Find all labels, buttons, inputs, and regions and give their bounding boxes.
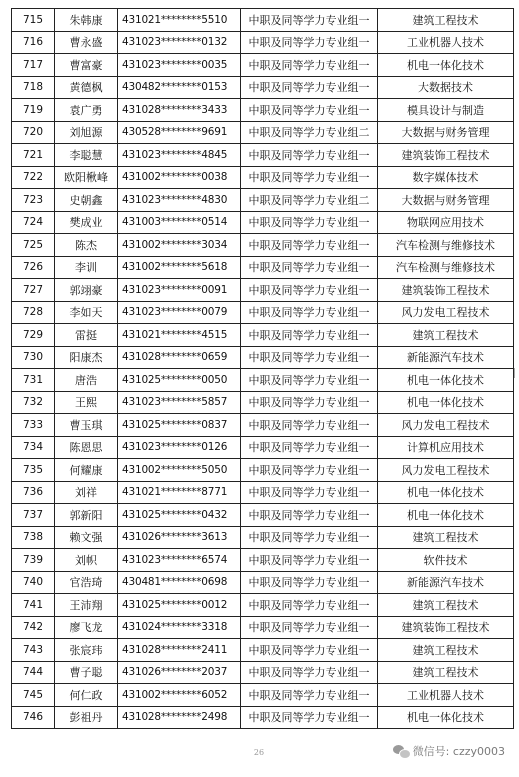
cell-number: 728 bbox=[12, 301, 55, 324]
cell-name: 曹富豪 bbox=[55, 54, 118, 77]
cell-name: 欧阳楸峰 bbox=[55, 166, 118, 189]
cell-name: 曹子聪 bbox=[55, 661, 118, 684]
cell-name: 雷挺 bbox=[55, 324, 118, 347]
table-row bbox=[12, 54, 514, 77]
cell-major: 风力发电工程技术 bbox=[378, 459, 514, 482]
cell-id-number: 431023********5857 bbox=[118, 391, 241, 414]
cell-group: 中职及同等学力专业组二 bbox=[241, 121, 378, 144]
cell-group: 中职及同等学力专业组一 bbox=[241, 256, 378, 279]
cell-major: 建筑工程技术 bbox=[378, 324, 514, 347]
cell-group: 中职及同等学力专业组一 bbox=[241, 414, 378, 437]
cell-name: 朱韩康 bbox=[55, 9, 118, 32]
cell-name: 曹永盛 bbox=[55, 31, 118, 54]
cell-group: 中职及同等学力专业组一 bbox=[241, 481, 378, 504]
cell-name: 刘帜 bbox=[55, 549, 118, 572]
cell-major: 大数据与财务管理 bbox=[378, 121, 514, 144]
cell-name: 何耀康 bbox=[55, 459, 118, 482]
cell-group: 中职及同等学力专业组一 bbox=[241, 616, 378, 639]
cell-name: 袁广勇 bbox=[55, 99, 118, 122]
cell-number: 727 bbox=[12, 279, 55, 302]
cell-group: 中职及同等学力专业组一 bbox=[241, 661, 378, 684]
cell-id-number: 431028********2498 bbox=[118, 706, 241, 729]
cell-number: 719 bbox=[12, 99, 55, 122]
table-row bbox=[12, 99, 514, 122]
roster-body bbox=[12, 9, 514, 729]
cell-major: 建筑工程技术 bbox=[378, 661, 514, 684]
cell-name: 陈恩思 bbox=[55, 436, 118, 459]
cell-major: 汽车检测与维修技术 bbox=[378, 234, 514, 257]
cell-major: 机电一体化技术 bbox=[378, 391, 514, 414]
table-row bbox=[12, 661, 514, 684]
cell-group: 中职及同等学力专业组一 bbox=[241, 436, 378, 459]
cell-number: 746 bbox=[12, 706, 55, 729]
cell-major: 机电一体化技术 bbox=[378, 369, 514, 392]
cell-number: 744 bbox=[12, 661, 55, 684]
cell-id-number: 431023********0079 bbox=[118, 301, 241, 324]
cell-group: 中职及同等学力专业组一 bbox=[241, 234, 378, 257]
cell-group: 中职及同等学力专业组一 bbox=[241, 594, 378, 617]
cell-name: 王熙 bbox=[55, 391, 118, 414]
table-row bbox=[12, 121, 514, 144]
cell-number: 725 bbox=[12, 234, 55, 257]
cell-id-number: 431024********3318 bbox=[118, 616, 241, 639]
cell-major: 风力发电工程技术 bbox=[378, 414, 514, 437]
cell-id-number: 431002********5050 bbox=[118, 459, 241, 482]
cell-group: 中职及同等学力专业组一 bbox=[241, 99, 378, 122]
cell-major: 建筑装饰工程技术 bbox=[378, 616, 514, 639]
cell-major: 机电一体化技术 bbox=[378, 54, 514, 77]
table-row bbox=[12, 301, 514, 324]
table-row bbox=[12, 481, 514, 504]
cell-major: 新能源汽车技术 bbox=[378, 571, 514, 594]
cell-number: 731 bbox=[12, 369, 55, 392]
cell-number: 721 bbox=[12, 144, 55, 167]
wechat-watermark bbox=[393, 743, 505, 759]
cell-number: 745 bbox=[12, 684, 55, 707]
cell-name: 何仁政 bbox=[55, 684, 118, 707]
cell-number: 736 bbox=[12, 481, 55, 504]
cell-major: 建筑工程技术 bbox=[378, 594, 514, 617]
cell-name: 官浩琦 bbox=[55, 571, 118, 594]
table-row bbox=[12, 459, 514, 482]
cell-name: 李如天 bbox=[55, 301, 118, 324]
cell-number: 743 bbox=[12, 639, 55, 662]
cell-id-number: 431023********0126 bbox=[118, 436, 241, 459]
cell-id-number: 431025********0837 bbox=[118, 414, 241, 437]
cell-id-number: 431023********4845 bbox=[118, 144, 241, 167]
table-row bbox=[12, 639, 514, 662]
cell-id-number: 431002********0038 bbox=[118, 166, 241, 189]
cell-group: 中职及同等学力专业组一 bbox=[241, 684, 378, 707]
cell-name: 张宸玮 bbox=[55, 639, 118, 662]
cell-major: 建筑工程技术 bbox=[378, 9, 514, 32]
cell-major: 机电一体化技术 bbox=[378, 481, 514, 504]
table-row bbox=[12, 256, 514, 279]
cell-name: 唐浩 bbox=[55, 369, 118, 392]
cell-id-number: 431025********0050 bbox=[118, 369, 241, 392]
cell-major: 风力发电工程技术 bbox=[378, 301, 514, 324]
cell-id-number: 431021********4515 bbox=[118, 324, 241, 347]
table-row bbox=[12, 391, 514, 414]
cell-major: 工业机器人技术 bbox=[378, 31, 514, 54]
table-row bbox=[12, 9, 514, 32]
cell-major: 建筑装饰工程技术 bbox=[378, 279, 514, 302]
table-row bbox=[12, 76, 514, 99]
cell-number: 732 bbox=[12, 391, 55, 414]
cell-number: 740 bbox=[12, 571, 55, 594]
cell-id-number: 430482********0153 bbox=[118, 76, 241, 99]
table-row bbox=[12, 279, 514, 302]
cell-name: 刘祥 bbox=[55, 481, 118, 504]
cell-number: 734 bbox=[12, 436, 55, 459]
cell-group: 中职及同等学力专业组一 bbox=[241, 324, 378, 347]
cell-id-number: 431023********0091 bbox=[118, 279, 241, 302]
cell-group: 中职及同等学力专业组一 bbox=[241, 706, 378, 729]
cell-group: 中职及同等学力专业组一 bbox=[241, 301, 378, 324]
cell-major: 新能源汽车技术 bbox=[378, 346, 514, 369]
watermark-text: 微信号: czzy0003 bbox=[412, 745, 505, 758]
cell-name: 郭新阳 bbox=[55, 504, 118, 527]
cell-group: 中职及同等学力专业组一 bbox=[241, 369, 378, 392]
cell-group: 中职及同等学力专业组一 bbox=[241, 639, 378, 662]
cell-number: 738 bbox=[12, 526, 55, 549]
cell-number: 724 bbox=[12, 211, 55, 234]
cell-number: 741 bbox=[12, 594, 55, 617]
cell-id-number: 431025********0432 bbox=[118, 504, 241, 527]
cell-number: 729 bbox=[12, 324, 55, 347]
table-row bbox=[12, 571, 514, 594]
cell-group: 中职及同等学力专业组一 bbox=[241, 549, 378, 572]
table-row bbox=[12, 31, 514, 54]
cell-name: 阳康杰 bbox=[55, 346, 118, 369]
cell-major: 物联网应用技术 bbox=[378, 211, 514, 234]
cell-id-number: 431023********0132 bbox=[118, 31, 241, 54]
cell-major: 大数据技术 bbox=[378, 76, 514, 99]
cell-number: 739 bbox=[12, 549, 55, 572]
cell-major: 汽车检测与维修技术 bbox=[378, 256, 514, 279]
table-row bbox=[12, 166, 514, 189]
cell-name: 史朝鑫 bbox=[55, 189, 118, 212]
table-row bbox=[12, 189, 514, 212]
wechat-icon bbox=[393, 744, 409, 758]
table-row bbox=[12, 594, 514, 617]
cell-name: 彭祖丹 bbox=[55, 706, 118, 729]
cell-number: 723 bbox=[12, 189, 55, 212]
cell-group: 中职及同等学力专业组一 bbox=[241, 391, 378, 414]
cell-group: 中职及同等学力专业组一 bbox=[241, 504, 378, 527]
cell-id-number: 431003********0514 bbox=[118, 211, 241, 234]
table-row bbox=[12, 211, 514, 234]
cell-number: 715 bbox=[12, 9, 55, 32]
cell-number: 742 bbox=[12, 616, 55, 639]
cell-number: 722 bbox=[12, 166, 55, 189]
cell-major: 建筑装饰工程技术 bbox=[378, 144, 514, 167]
cell-group: 中职及同等学力专业组二 bbox=[241, 189, 378, 212]
cell-group: 中职及同等学力专业组一 bbox=[241, 459, 378, 482]
cell-major: 计算机应用技术 bbox=[378, 436, 514, 459]
cell-id-number: 431026********2037 bbox=[118, 661, 241, 684]
cell-name: 曹玉琪 bbox=[55, 414, 118, 437]
cell-id-number: 431023********0035 bbox=[118, 54, 241, 77]
cell-number: 737 bbox=[12, 504, 55, 527]
cell-name: 廖飞龙 bbox=[55, 616, 118, 639]
cell-group: 中职及同等学力专业组一 bbox=[241, 571, 378, 594]
table-row bbox=[12, 414, 514, 437]
admission-roster-table bbox=[11, 8, 514, 729]
table-row bbox=[12, 144, 514, 167]
cell-major: 机电一体化技术 bbox=[378, 504, 514, 527]
cell-number: 726 bbox=[12, 256, 55, 279]
cell-id-number: 431002********6052 bbox=[118, 684, 241, 707]
table-row bbox=[12, 616, 514, 639]
cell-group: 中职及同等学力专业组一 bbox=[241, 279, 378, 302]
cell-name: 李聪慧 bbox=[55, 144, 118, 167]
cell-group: 中职及同等学力专业组一 bbox=[241, 144, 378, 167]
cell-name: 王沛翔 bbox=[55, 594, 118, 617]
table-row bbox=[12, 504, 514, 527]
cell-major: 软件技术 bbox=[378, 549, 514, 572]
cell-id-number: 431023********6574 bbox=[118, 549, 241, 572]
cell-major: 数字媒体技术 bbox=[378, 166, 514, 189]
cell-group: 中职及同等学力专业组一 bbox=[241, 31, 378, 54]
cell-major: 建筑工程技术 bbox=[378, 639, 514, 662]
cell-group: 中职及同等学力专业组一 bbox=[241, 54, 378, 77]
table-row bbox=[12, 234, 514, 257]
cell-id-number: 431023********4830 bbox=[118, 189, 241, 212]
cell-id-number: 431028********3433 bbox=[118, 99, 241, 122]
cell-id-number: 431021********8771 bbox=[118, 481, 241, 504]
cell-name: 黄德枫 bbox=[55, 76, 118, 99]
cell-major: 建筑工程技术 bbox=[378, 526, 514, 549]
cell-number: 716 bbox=[12, 31, 55, 54]
cell-id-number: 431025********0012 bbox=[118, 594, 241, 617]
cell-number: 733 bbox=[12, 414, 55, 437]
cell-number: 720 bbox=[12, 121, 55, 144]
page-number: 26 bbox=[253, 748, 265, 757]
table-row bbox=[12, 706, 514, 729]
table-row bbox=[12, 346, 514, 369]
table-row bbox=[12, 526, 514, 549]
page-edge-marker bbox=[514, 368, 519, 378]
cell-number: 717 bbox=[12, 54, 55, 77]
cell-group: 中职及同等学力专业组一 bbox=[241, 9, 378, 32]
cell-name: 赖文强 bbox=[55, 526, 118, 549]
table-row bbox=[12, 549, 514, 572]
cell-major: 工业机器人技术 bbox=[378, 684, 514, 707]
cell-id-number: 431002********5618 bbox=[118, 256, 241, 279]
cell-id-number: 430528********9691 bbox=[118, 121, 241, 144]
cell-id-number: 431028********0659 bbox=[118, 346, 241, 369]
cell-group: 中职及同等学力专业组一 bbox=[241, 346, 378, 369]
cell-major: 大数据与财务管理 bbox=[378, 189, 514, 212]
cell-name: 樊成业 bbox=[55, 211, 118, 234]
cell-group: 中职及同等学力专业组一 bbox=[241, 211, 378, 234]
cell-group: 中职及同等学力专业组一 bbox=[241, 76, 378, 99]
cell-id-number: 431028********2411 bbox=[118, 639, 241, 662]
cell-group: 中职及同等学力专业组一 bbox=[241, 526, 378, 549]
cell-name: 郭翊豪 bbox=[55, 279, 118, 302]
cell-group: 中职及同等学力专业组一 bbox=[241, 166, 378, 189]
cell-major: 机电一体化技术 bbox=[378, 706, 514, 729]
table-row bbox=[12, 369, 514, 392]
table-row bbox=[12, 684, 514, 707]
table-row bbox=[12, 436, 514, 459]
cell-major: 模具设计与制造 bbox=[378, 99, 514, 122]
cell-id-number: 431026********3613 bbox=[118, 526, 241, 549]
cell-id-number: 431021********5510 bbox=[118, 9, 241, 32]
cell-number: 730 bbox=[12, 346, 55, 369]
cell-number: 718 bbox=[12, 76, 55, 99]
cell-name: 李训 bbox=[55, 256, 118, 279]
cell-name: 刘旭源 bbox=[55, 121, 118, 144]
table-row bbox=[12, 324, 514, 347]
cell-id-number: 430481********0698 bbox=[118, 571, 241, 594]
cell-name: 陈杰 bbox=[55, 234, 118, 257]
cell-number: 735 bbox=[12, 459, 55, 482]
cell-id-number: 431002********3034 bbox=[118, 234, 241, 257]
